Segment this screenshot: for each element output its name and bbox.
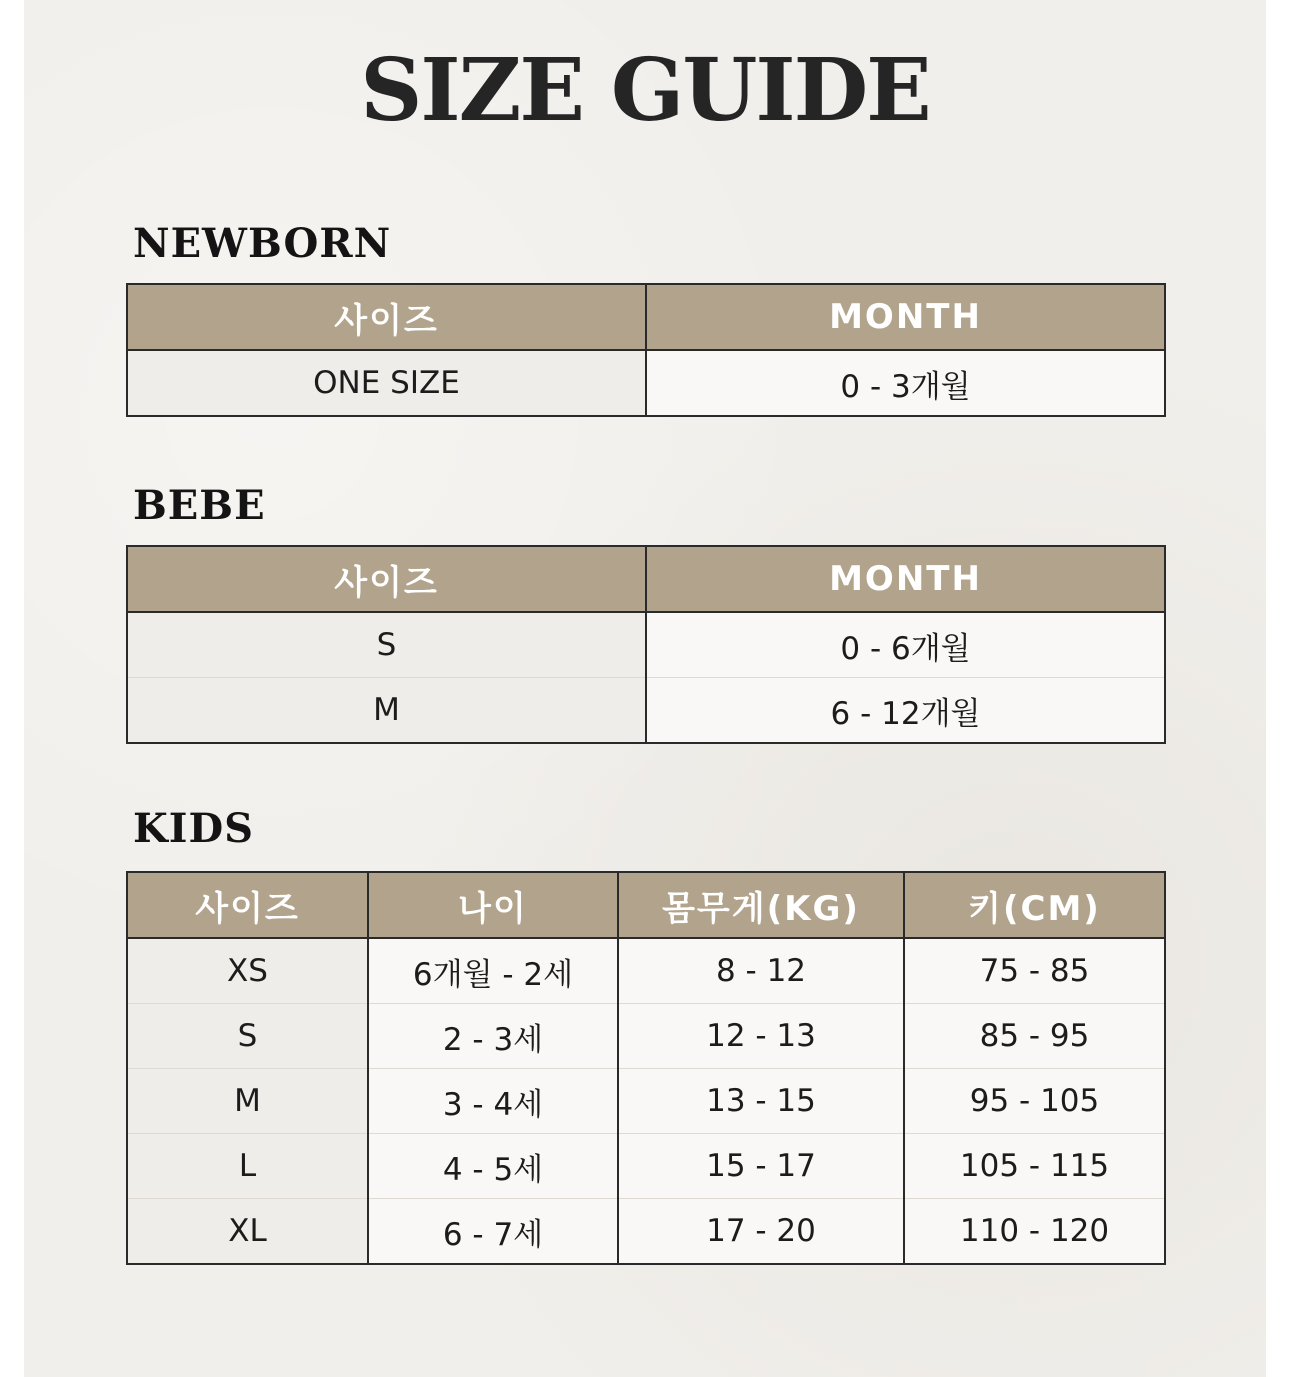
kids-cell-weight: 15 - 17 bbox=[618, 1134, 904, 1199]
bebe-cell-month: 0 - 6개월 bbox=[646, 612, 1165, 678]
newborn-header-row bbox=[127, 284, 1165, 350]
table-row bbox=[127, 350, 1165, 416]
newborn-header-size: 사이즈 bbox=[127, 284, 646, 350]
newborn-cell-size: ONE SIZE bbox=[127, 350, 646, 416]
kids-cell-size: XL bbox=[127, 1199, 368, 1265]
kids-cell-weight: 13 - 15 bbox=[618, 1069, 904, 1134]
kids-heading: KIDS bbox=[133, 805, 255, 852]
kids-cell-size: L bbox=[127, 1134, 368, 1199]
kids-cell-age: 2 - 3세 bbox=[368, 1004, 618, 1069]
newborn-header-month: MONTH bbox=[646, 284, 1165, 350]
kids-cell-height: 105 - 115 bbox=[904, 1134, 1165, 1199]
bebe-heading: BEBE bbox=[133, 482, 266, 529]
page-title: SIZE GUIDE bbox=[360, 40, 930, 141]
table-row bbox=[127, 1199, 1165, 1265]
kids-cell-weight: 8 - 12 bbox=[618, 938, 904, 1004]
bebe-cell-size: S bbox=[127, 612, 646, 678]
kids-header-row bbox=[127, 872, 1165, 938]
bebe-header-size: 사이즈 bbox=[127, 546, 646, 612]
bebe-size-table bbox=[126, 545, 1166, 744]
table-row bbox=[127, 1069, 1165, 1134]
bebe-header-month: MONTH bbox=[646, 546, 1165, 612]
kids-cell-age: 6 - 7세 bbox=[368, 1199, 618, 1265]
kids-cell-size: M bbox=[127, 1069, 368, 1134]
kids-cell-weight: 12 - 13 bbox=[618, 1004, 904, 1069]
newborn-heading: NEWBORN bbox=[133, 220, 392, 267]
table-row bbox=[127, 1134, 1165, 1199]
table-row bbox=[127, 938, 1165, 1004]
kids-header-weight: 몸무게(KG) bbox=[618, 872, 904, 938]
table-row bbox=[127, 612, 1165, 678]
bebe-header-row bbox=[127, 546, 1165, 612]
kids-cell-size: S bbox=[127, 1004, 368, 1069]
kids-cell-age: 3 - 4세 bbox=[368, 1069, 618, 1134]
bebe-cell-size: M bbox=[127, 678, 646, 744]
kids-header-height: 키(CM) bbox=[904, 872, 1165, 938]
kids-cell-age: 4 - 5세 bbox=[368, 1134, 618, 1199]
kids-cell-height: 95 - 105 bbox=[904, 1069, 1165, 1134]
kids-header-age: 나이 bbox=[368, 872, 618, 938]
kids-cell-age: 6개월 - 2세 bbox=[368, 938, 618, 1004]
table-row bbox=[127, 678, 1165, 744]
kids-cell-size: XS bbox=[127, 938, 368, 1004]
kids-cell-height: 75 - 85 bbox=[904, 938, 1165, 1004]
kids-cell-height: 110 - 120 bbox=[904, 1199, 1165, 1265]
bebe-cell-month: 6 - 12개월 bbox=[646, 678, 1165, 744]
kids-cell-weight: 17 - 20 bbox=[618, 1199, 904, 1265]
kids-header-size: 사이즈 bbox=[127, 872, 368, 938]
kids-size-table bbox=[126, 871, 1166, 1265]
kids-cell-height: 85 - 95 bbox=[904, 1004, 1165, 1069]
table-row bbox=[127, 1004, 1165, 1069]
newborn-cell-month: 0 - 3개월 bbox=[646, 350, 1165, 416]
newborn-size-table bbox=[126, 283, 1166, 417]
